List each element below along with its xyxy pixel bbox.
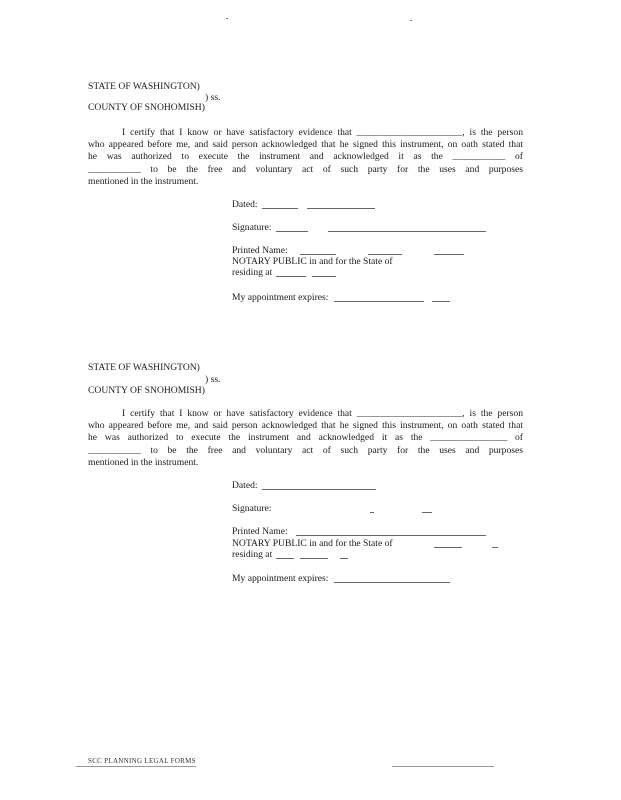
appointment-label: My appointment expires: [232,573,329,584]
ss-marker: ) ss. [205,374,221,385]
county-heading: COUNTY OF SNOHOMISH) [88,385,205,396]
signature-label: Signature: [232,222,272,233]
paragraph-line: mentioned in the instrument. [88,456,199,468]
county-heading: COUNTY OF SNOHOMISH) [88,102,205,113]
appointment-line[interactable] [334,301,424,302]
paragraph-line: he was authorized to execute the instrument and acknowledged it as the ___________ of [88,151,523,163]
state-heading: STATE OF WASHINGTON) [88,362,200,373]
scan-speck [226,18,228,19]
dated-line[interactable] [262,208,298,209]
footer-rule [76,766,196,767]
residing-label: residing at [232,267,273,278]
printed-name-line[interactable] [368,254,402,255]
residing-label: residing at [232,549,273,560]
footer-form-id: SCC PLANNING LEGAL FORMS [88,757,196,765]
paragraph-line: ___________ to be the free and voluntary act of such party for the uses and purposes [88,163,523,175]
certification-paragraph [88,127,523,188]
notary-public-label: NOTARY PUBLIC in and for the State of [232,256,393,267]
notary-public-label: NOTARY PUBLIC in and for the State of [232,538,393,549]
appointment-label: My appointment expires: [232,292,329,303]
state-line[interactable] [434,547,462,548]
state-line[interactable] [492,547,498,548]
residing-line[interactable] [276,276,306,277]
ss-marker: ) ss. [205,92,221,103]
paragraph-line: ___________ to be the free and voluntary act of such party for the uses and purposes [88,444,523,456]
dated-label: Dated: [232,480,258,491]
residing-line[interactable] [300,558,328,559]
paragraph-line: I certify that I know or have satisfactory evidence that ______________________, is the person [122,408,523,419]
printed-name-label: Printed Name: [232,526,288,537]
footer-rule [392,766,494,767]
signature-line[interactable] [276,231,308,232]
printed-name-line[interactable] [434,254,464,255]
state-heading: STATE OF WASHINGTON) [88,81,200,92]
printed-name-label: Printed Name: [232,245,288,256]
paragraph-line: mentioned in the instrument. [88,175,199,187]
paragraph-line: he was authorized to execute the instrument and acknowledged it as the ________________ of [88,432,523,444]
dated-line[interactable] [307,208,375,209]
signature-label: Signature: [232,503,272,514]
dated-label: Dated: [232,199,258,210]
certification-paragraph [88,408,523,469]
printed-name-line[interactable] [300,254,336,255]
appointment-line[interactable] [334,582,450,583]
paragraph-line: who appeared before me, and said person acknowledged that he signed this instrument, on oath stated that [88,139,523,151]
printed-name-line[interactable] [296,535,486,536]
paragraph-line: I certify that I know or have satisfactory evidence that ______________________, is the person [122,127,523,138]
paragraph-line: who appeared before me, and said person acknowledged that he signed this instrument, on oath stated that [88,420,523,432]
residing-line[interactable] [340,558,348,559]
signature-line[interactable] [328,231,486,232]
signature-line[interactable] [370,512,374,513]
dated-line[interactable] [262,489,376,490]
scan-speck [410,20,412,21]
residing-line[interactable] [276,558,294,559]
residing-line[interactable] [312,276,336,277]
signature-line[interactable] [422,512,432,513]
appointment-line[interactable] [432,301,450,302]
